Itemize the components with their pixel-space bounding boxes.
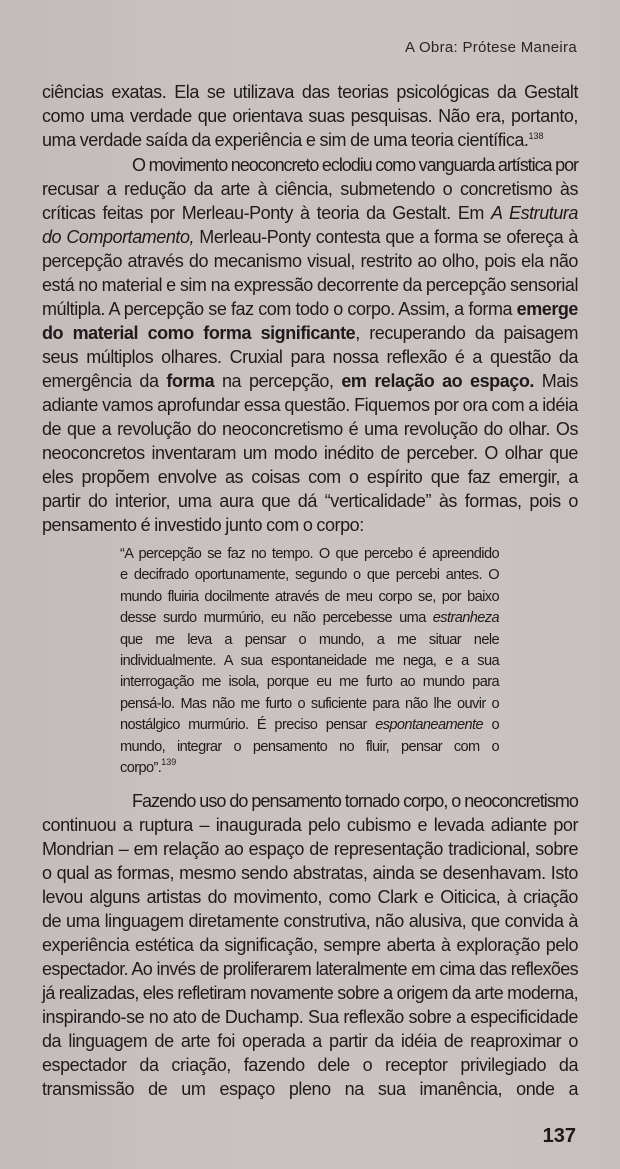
text-line: está no material e sim na expressão decorrente da percepção sensorial bbox=[42, 275, 578, 295]
text-line: o qual as formas, mesmo sendo abstratas, ainda se desenhavam. Isto bbox=[42, 863, 578, 884]
paragraph-3 bbox=[42, 789, 578, 1101]
text-line: adiante vamos aprofundar essa questão. Fiquemos por ora com a idéia bbox=[42, 395, 578, 415]
quote-line: “A percepção se faz no tempo. O que percebo é apreendido bbox=[120, 546, 499, 562]
text-line: partir do interior, uma aura que dá “verticalidade” às formas, pois o bbox=[42, 491, 578, 511]
text-line: inspirando-se no ato de Duchamp. Sua reflexão sobre a especificidade bbox=[42, 1007, 578, 1028]
footnote-ref-138[interactable]: 138 bbox=[528, 131, 544, 141]
text-span: uma verdade saída da experiência e sim de uma teoria científica. bbox=[42, 130, 529, 150]
bold-span: forma bbox=[166, 371, 215, 391]
quote-line bbox=[120, 715, 499, 736]
text-span: corpo”. bbox=[120, 760, 162, 777]
text-line: transmissão de um espaço pleno na sua imanência, onde a bbox=[42, 1079, 578, 1100]
italic-span: espontaneamente bbox=[375, 717, 484, 734]
italic-span: estranheza bbox=[432, 610, 499, 627]
text-line: pensamento é investido junto com o corpo: bbox=[42, 515, 364, 535]
text-span: Mais bbox=[533, 371, 578, 391]
paragraph-2 bbox=[42, 153, 578, 537]
text-span: na percepção, bbox=[214, 371, 342, 391]
text-span: , recuperando da paisagem bbox=[355, 323, 578, 343]
bold-span: do material como forma significante bbox=[42, 323, 356, 343]
text-line: de uma linguagem diretamente construtiva, não alusiva, que convida à bbox=[42, 911, 578, 932]
text-line: ciências exatas. Ela se utilizava das teorias psicológicas da Gestalt bbox=[42, 82, 578, 102]
text-span: emergência da bbox=[42, 371, 167, 391]
text-line bbox=[42, 128, 578, 152]
text-line: seus múltiplos olhares. Cruxial para nossa reflexão é a questão da bbox=[42, 347, 578, 367]
running-header: A Obra: Prótese Maneira bbox=[405, 39, 577, 56]
text-line bbox=[42, 225, 578, 249]
text-line: de que a revolução do neoconcretismo é uma revolução do olhar. Os bbox=[42, 419, 578, 439]
text-line: experiência estética da significação, sempre aberta à exploração pelo bbox=[42, 935, 578, 956]
text-span: múltipla. A percepção se faz com todo o corpo. Assim, a forma bbox=[42, 299, 517, 319]
quote-line: individualmente. A sua espontaneidade me nega, e a sua bbox=[120, 653, 499, 670]
text-line: já realizadas, eles refletiram novamente sobre a origem da arte moderna, bbox=[42, 983, 578, 1004]
quote-line: pensá-lo. Mas não me furto o suficiente para não lhe ouvir o bbox=[120, 695, 499, 712]
quote-line bbox=[120, 608, 499, 629]
text-line: continuou a ruptura – inaugurada pelo cubismo e levada adiante por bbox=[42, 815, 578, 836]
bold-span: em relação ao espaço. bbox=[341, 371, 534, 391]
quote-line: que me leva a pensar o mundo, a me situar nele bbox=[120, 631, 499, 648]
text-line bbox=[42, 321, 578, 345]
text-span: desse surdo murmúrio, eu não percebesse uma bbox=[120, 610, 433, 627]
footnote-ref-139[interactable]: 139 bbox=[161, 757, 177, 768]
text-line bbox=[42, 297, 578, 321]
text-span: nostálgico murmúrio. É preciso pensar bbox=[120, 717, 376, 734]
bold-span: emerge bbox=[516, 299, 578, 319]
text-line: Fazendo uso do pensamento tornado corpo, o neoconcretismo bbox=[132, 791, 578, 812]
text-line: neoconcretos inventaram um modo inédito de perceber. O olhar que bbox=[42, 443, 578, 463]
text-line: levou alguns artistas do movimento, como Clark e Oiticica, à criação bbox=[42, 887, 578, 908]
text-line: espectador da criação, fazendo dele o receptor privilegiado da bbox=[42, 1055, 578, 1076]
quote-line: mundo fluiria docilmente através de meu corpo se, por baixo bbox=[120, 588, 499, 605]
text-span: críticas feitas por Merleau-Ponty à teoria da Gestalt. Em bbox=[42, 203, 492, 223]
text-span: o bbox=[483, 717, 499, 734]
paragraph-1 bbox=[42, 80, 578, 152]
quote-line: e decifrado oportunamente, segundo o que percebi antes. O bbox=[120, 567, 499, 584]
text-line: Mondrian – em relação ao espaço de representação tradicional, sobre bbox=[42, 839, 578, 860]
block-quote bbox=[120, 544, 499, 779]
italic-title-span: do Comportamento, bbox=[42, 227, 195, 247]
text-line: como uma verdade que orientava suas pesquisas. Não era, portanto, bbox=[42, 106, 578, 126]
text-line: percepção através do mecanismo visual, restrito ao olho, pois ela não bbox=[42, 251, 578, 271]
quote-line: mundo, integrar o pensamento no fluir, pensar com o bbox=[120, 738, 499, 755]
text-line bbox=[42, 201, 578, 225]
text-line: O movimento neoconcreto eclodiu como vanguarda artística por bbox=[132, 155, 578, 175]
text-line bbox=[42, 369, 578, 393]
text-span: Merleau-Ponty contesta que a forma se ofereça à bbox=[194, 227, 578, 247]
page-number: 137 bbox=[542, 1125, 576, 1148]
quote-line: interrogação me isola, porque eu me furto ao mundo para bbox=[120, 674, 499, 691]
text-line: da linguagem de arte foi operada a partir da idéia de reaproximar o bbox=[42, 1031, 578, 1052]
text-line: espectador. Ao invés de proliferarem lateralmente em cima das reflexões bbox=[42, 959, 578, 980]
italic-title-span: A Estrutura bbox=[491, 203, 578, 223]
quote-line bbox=[120, 758, 499, 779]
text-line: eles propõem envolve as coisas com o espírito que faz emergir, a bbox=[42, 467, 578, 487]
text-line: recusar a redução da arte à ciência, submetendo o concretismo às bbox=[42, 179, 578, 199]
